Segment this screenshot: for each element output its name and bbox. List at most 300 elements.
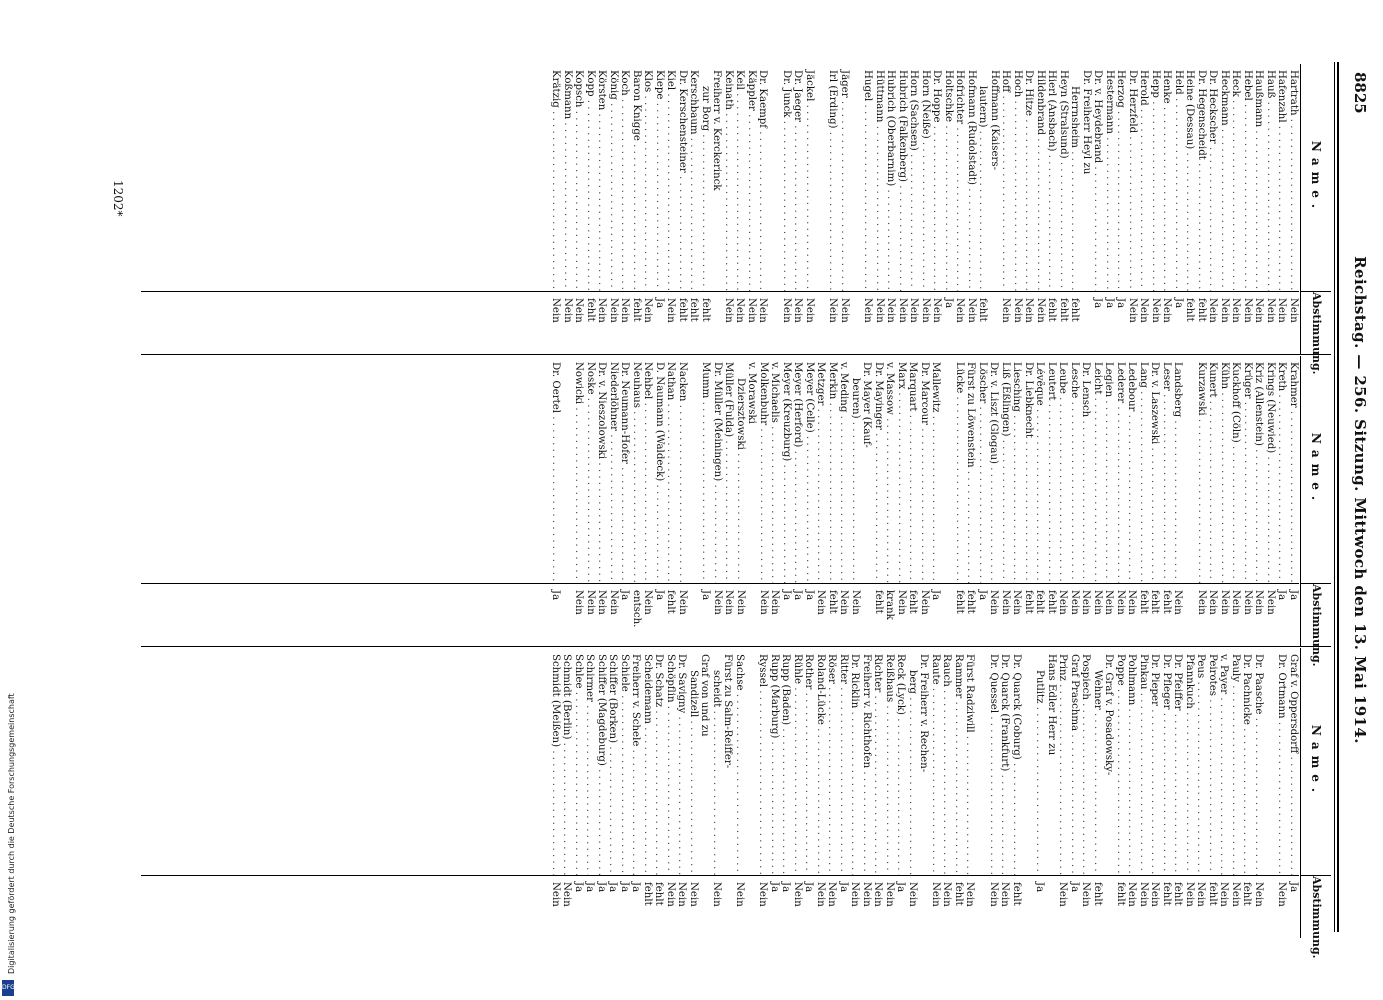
member-vote: fehlt [1161,882,1172,906]
member-vote: Nein [1138,882,1149,907]
member-row [1092,648,1104,938]
member-vote: fehlt [977,298,989,322]
member-row [1150,64,1162,354]
column-header [1300,356,1331,667]
member-name: Rupp (Baden) . . . [780,648,792,876]
member-row [1046,356,1058,646]
member-vote: Ja [1288,590,1299,601]
member-name: König . . . [608,64,620,292]
member-row [780,648,792,938]
member-name: Koßmann . . . [562,64,574,292]
member-vote: Nein [688,882,699,907]
member-vote: Nein [1126,590,1138,615]
member-row [849,648,861,938]
member-name: Hubrich (Oberbarnim) . . . [885,64,897,292]
member-name: Marquart . . . [907,356,919,584]
member-row [895,648,907,938]
member-vote: fehlt [1241,882,1253,906]
member-vote: Nein [815,590,827,615]
member-row [1219,356,1231,646]
member-row [988,648,1000,938]
member-name: D. Naumann (Waldeck) . . . [654,356,666,584]
member-vote: fehlt [1161,590,1172,614]
member-row [792,64,804,354]
member-vote: Nein [849,882,861,907]
member-vote: Ja [654,298,665,309]
member-row [1288,64,1300,354]
member-row [584,648,596,938]
member-vote: Nein [1265,590,1276,615]
member-vote: fehlt [677,298,688,322]
member-name: Dr. Paasche . . . [1253,648,1265,876]
member-name: Richter . . . [872,648,884,876]
member-row [988,356,1000,646]
member-row [585,64,597,354]
member-name: Nacken . . . [677,356,689,584]
member-row [746,356,758,646]
member-vote: Nein [758,590,769,615]
member-row [919,356,931,646]
member-row [1230,356,1242,646]
member-vote: Ja [1173,298,1184,309]
member-vote [699,876,711,938]
member-vote: Nein [1012,298,1023,323]
member-name: Kreth . . . [1276,356,1288,584]
member-name: Peirotes . . . [1207,648,1219,876]
member-vote: Nein [562,298,573,323]
vote-separator-line [141,875,1299,876]
member-name: Mallewitz . . . [930,356,942,584]
column-header-vote: Abstimmung. [1301,875,1331,938]
member-vote: Nein [1219,298,1230,323]
member-vote: Nein [1161,298,1173,323]
member-vote: Ja [1276,590,1288,601]
member-name: Lang . . . [1138,356,1150,584]
member-vote: Nein [619,298,631,323]
member-row [1058,64,1070,354]
member-vote: Ja [792,590,804,601]
member-row [676,648,688,938]
member-row [1172,356,1184,646]
member-name: Ryssel . . . [757,648,769,876]
member-name: Hoffmann (Kaisers- [989,70,1000,171]
member-name: v. Payer . . . [1218,648,1230,876]
member-name: v. Massow . . . [884,356,896,584]
member-name: Lücke . . . [954,356,966,584]
member-name: Dr. Jaeger . . . [792,64,804,292]
member-row [1242,64,1254,354]
member-name: Schmidt (Meißen) . . . [550,648,562,876]
member-name: Krüger . . . [1242,356,1254,584]
member-row [573,648,585,938]
member-row [1161,64,1173,354]
member-row [700,64,712,354]
member-row [723,64,735,354]
member-name: Dr. Hitze . . . [1023,64,1035,292]
member-name: Nathan . . . [665,356,677,584]
member-vote: Ja [1104,298,1115,309]
member-row [722,648,734,938]
member-name: Schlee . . . [573,648,585,876]
member-row [1126,356,1138,646]
member-vote [1103,876,1115,938]
member-name: Marx . . . [896,356,908,584]
member-name: scheidt . . . [711,648,723,876]
member-vote: Nein [884,882,895,907]
member-vote: fehlt [1069,298,1081,322]
member-vote: Nein [861,882,872,907]
member-name: Niederlöhner . . . [608,356,620,584]
member-vote: fehlt [827,590,838,614]
member-row [1000,356,1012,646]
member-vote: Nein [711,882,722,907]
member-vote: Nein [677,590,688,615]
member-vote: Nein [1276,298,1288,323]
member-row [827,64,839,354]
member-vote: Nein [966,298,977,323]
member-name: Dr. Quarck (Frankfurt) . . . [999,648,1011,876]
dfg-logo-icon: DFG [2,980,14,996]
member-vote: Nein [1242,590,1253,615]
member-vote: fehlt [1034,590,1046,614]
member-name: Dr. Quarck (Coburg) . . . [1011,648,1023,876]
member-row [1080,356,1092,646]
member-row [596,356,608,646]
member-row [1230,648,1242,938]
member-name: Peus . . . [1195,648,1207,876]
member-name: Liesching . . . [1011,356,1023,584]
member-row [1046,648,1058,938]
member-row [931,64,943,354]
member-vote: Nein [550,882,561,907]
member-row [1011,648,1023,938]
member-row [874,64,886,354]
member-vote: Nein [585,590,596,615]
member-vote: Nein [1126,882,1138,907]
member-row [1276,64,1288,354]
member-name: Dr. Hoppe . . . [931,64,943,292]
member-row [918,648,930,938]
member-vote: Nein [573,298,585,323]
column-divider [141,646,1331,647]
member-row [1035,64,1047,354]
member-name: Liß (Eßlingen) . . . [1000,356,1012,584]
member-row [619,356,631,646]
member-vote: Nein [1138,298,1150,323]
member-row [619,64,631,354]
member-vote: Nein [1115,590,1126,615]
member-name: Dr. Oertel . . . [550,356,562,584]
member-row [862,64,874,354]
member-row [1195,648,1207,938]
member-vote: Nein [1265,298,1276,323]
member-row [792,356,804,646]
member-row [930,648,942,938]
member-name: Lesche . . . [1069,356,1081,584]
column-divider [141,354,1331,355]
column-header [1300,648,1331,959]
member-vote [711,292,723,354]
member-vote: Nein [757,298,769,323]
member-vote: Ja [943,298,954,309]
member-name: Freiherr v. Richthofen . . . [861,648,873,876]
member-row [665,356,677,646]
member-row [999,648,1011,938]
member-vote: Nein [941,882,953,907]
member-row [677,356,689,646]
member-name: Herold . . . [1138,64,1150,292]
member-row [550,356,562,646]
member-row [1253,648,1265,938]
member-row [1172,648,1184,938]
member-vote: Nein [1000,298,1012,323]
member-vote: Nein [804,298,815,323]
member-vote: Ja [573,882,584,893]
member-vote: Nein [1288,298,1299,323]
member-name: Jäckel . . . [804,64,816,292]
member-row [700,356,712,646]
member-vote: fehlt [1058,298,1069,322]
member-name: Keil . . . [734,64,746,292]
member-row [861,356,873,646]
member-vote: Nein [1253,882,1264,907]
member-row [1069,356,1081,646]
member-row [1012,64,1024,354]
member-row [781,64,793,354]
member-name: Dr. Ortmann . . . [1276,648,1288,876]
member-row [631,356,643,646]
member-vote: Nein [907,882,918,907]
member-row [839,64,851,354]
member-name: Dr. Hegenscheidt . . . [1196,64,1208,292]
member-row [769,648,781,938]
page-number: 8825 [1351,72,1369,114]
member-row [1207,64,1219,354]
member-vote: Nein [988,882,999,907]
member-vote: entsch. [631,590,642,628]
member-row [803,648,815,938]
member-row [1241,648,1253,938]
member-vote: Nein [897,298,908,323]
member-row [734,64,746,354]
member-name: Kiepe . . . [654,64,666,292]
member-row [1023,64,1035,354]
member-row [561,648,573,938]
member-row [781,356,793,646]
member-vote: Ja [1115,298,1127,309]
member-vote: Nein [1127,298,1138,323]
vote-column-3 [141,648,1331,959]
member-row [1161,356,1173,646]
member-vote: Nein [561,882,573,907]
member-vote: Nein [874,298,885,323]
member-name: v. Michaelis . . . [769,356,781,584]
member-row [897,64,909,354]
member-row [872,648,884,938]
member-name: Roland-Lücke . . . [815,648,827,876]
member-name: Schmidt (Berlin) . . . [561,648,573,876]
member-vote: Nein [920,298,931,323]
member-row [1069,64,1081,354]
member-vote: fehlt [1046,590,1057,614]
member-vote: Nein [757,882,769,907]
member-row [965,356,977,646]
member-name: Käppler . . . [746,64,758,292]
member-vote: Nein [885,298,897,323]
column-body [141,356,1299,646]
member-name: Hofmann (Rudolstadt) . . . [966,64,978,292]
member-name: zur Borg . . . [700,64,712,292]
member-row [908,64,920,354]
member-row [977,356,989,646]
member-name: Schiffer (Magdeburg) . . . [596,648,608,876]
page-header [1343,0,1369,1000]
member-row [1138,64,1150,354]
member-name: Dr. v. Heydebrand . . . [1092,64,1104,292]
member-name: Kühn . . . [1219,356,1231,584]
member-vote: fehlt [1092,882,1103,906]
member-row [654,64,666,354]
member-row [1184,648,1196,938]
member-row [735,356,747,646]
member-vote: Ja [781,590,792,601]
member-row [977,64,989,354]
member-name: beuren) . . . [850,356,862,584]
member-row [1265,356,1277,646]
member-row [1207,648,1219,938]
member-name: Wehner . . . [1092,648,1104,876]
member-name: Dr. Freiherr Heyl zu [1081,70,1092,175]
member-name: Herrnsheim . . . [1069,64,1081,292]
member-name: Hugel . . . [862,64,874,292]
member-name: Nehbel . . . [642,356,654,584]
member-name: Rother . . . [803,648,815,876]
member-name: Graf v. Oppersdorff . . . [1288,648,1300,876]
member-name: Schiffer (Borken) . . . [607,648,619,876]
member-name: Graf Praschma . . . [1069,648,1081,876]
member-row [966,64,978,354]
member-row [631,64,643,354]
member-name: Heckmann . . . [1219,64,1231,292]
member-vote: Nein [919,590,930,615]
member-vote: Nein [1092,590,1103,615]
member-row [1230,64,1242,354]
member-vote: Ja [769,882,780,893]
member-vote [1081,292,1093,354]
member-row [1138,356,1150,646]
member-vote: Ja [838,882,849,893]
member-name: Koch . . . [619,64,631,292]
member-vote: fehlt [631,298,642,322]
member-vote: fehlt [1046,298,1058,322]
member-row [607,648,619,938]
vote-separator-line [141,291,1299,292]
member-vote: Ja [619,590,631,601]
member-row [1253,356,1265,646]
member-name: Röser . . . [826,648,838,876]
member-vote: Nein [988,590,1000,615]
member-name: Meyer (Celle) . . . [804,356,816,584]
member-row [711,648,723,938]
member-vote: Ja [895,882,907,893]
member-vote: fehlt [907,590,919,614]
member-vote: Nein [734,298,746,323]
column-header-vote: Abstimmung. [1301,583,1331,646]
member-name: v. Meding . . . [838,356,850,584]
member-vote: Ja [550,590,561,601]
member-vote: Nein [676,882,688,907]
member-name: Dr. Quessel . . . [988,648,1000,876]
member-vote: Nein [872,882,884,907]
member-vote: Nein [815,882,826,907]
member-row [1023,356,1035,646]
member-vote: Nein [746,298,757,323]
member-row [573,356,585,646]
member-name: v. Morawski [746,362,758,424]
member-row [769,356,781,646]
member-name: Graf von und zu [699,654,711,737]
member-vote: fehlt [665,590,677,614]
member-name: Rupp (Marburg) . . . [769,648,781,876]
member-name: Keinath . . . [723,64,735,292]
member-row [550,64,562,354]
member-vote: fehlt [1184,298,1196,322]
member-name: Dr. Müller (Meiningen) . . . [712,356,724,584]
member-vote: Ja [1034,882,1046,893]
member-row [550,648,562,938]
member-row [1034,356,1046,646]
member-vote: Ja [803,882,815,893]
member-vote: Nein [1172,590,1184,615]
member-row [884,356,896,646]
member-vote: Nein [1230,298,1242,323]
member-row [1161,648,1173,938]
member-row [1092,356,1104,646]
column-header [1300,64,1331,375]
member-vote: Ja [596,882,607,893]
member-vote: Nein [642,590,654,615]
member-name: Scheidemann . . . [642,648,654,876]
member-row [1288,648,1300,938]
member-vote [861,584,873,646]
member-row [1103,356,1115,646]
member-name: Dr. Pieper . . . [1149,648,1161,876]
member-name: Leube . . . [1057,356,1069,584]
member-row [989,64,1001,354]
member-row [896,356,908,646]
member-name: Schöpflin . . . [665,648,677,876]
member-name: Noske . . . [585,356,597,584]
member-name: Dr. Herzfeld . . . [1127,64,1139,292]
member-name: Dr. Ricklin . . . [849,648,861,876]
member-vote: krank [884,590,896,620]
member-row [585,356,597,646]
member-row [1092,64,1104,354]
member-vote: Nein [1230,590,1242,615]
member-row [941,648,953,938]
member-name: Holtschke . . . [943,64,955,292]
member-vote: fehlt [1023,590,1034,614]
member-name: Kiel . . . [665,64,677,292]
member-vote: Nein [792,882,803,907]
member-row [1000,64,1012,354]
member-row [688,64,700,354]
member-vote: fehlt [1149,590,1161,614]
member-name: Schiele . . . [619,648,631,876]
column-header-name: Name. [1309,140,1323,215]
member-vote: Nein [1080,882,1092,907]
member-name: Hubrich (Falkenberg) . . . [897,64,909,292]
